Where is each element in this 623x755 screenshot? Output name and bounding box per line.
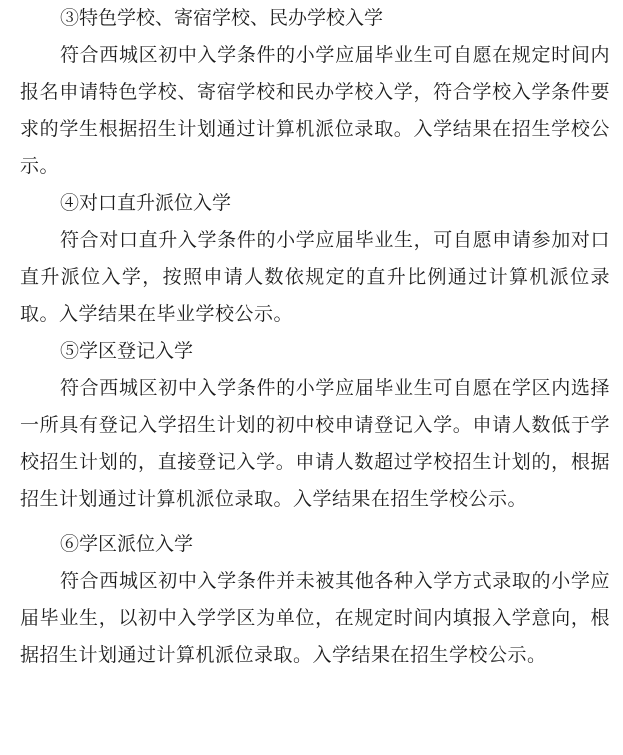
- section-special-schools: [20, 0, 610, 185]
- section-paragraph: 符合西城区初中入学条件并未被其他各种入学方式录取的小学应届毕业生，以初中入学学区为单位，在规定时间内填报入学意向，根据招生计划通过计算机派位录取。入学结果在招生学校公示。: [20, 570, 610, 666]
- section-heading: ⑥学区派位入学: [60, 533, 194, 555]
- section-paragraph: 符合西城区初中入学条件的小学应届毕业生可自愿在规定时间内报名申请特色学校、寄宿学校和民办学校入学，符合学校入学条件要求的学生根据招生计划通过计算机派位录取。入学结果在招生学校公示。: [20, 44, 610, 177]
- section-direct-promotion: [20, 185, 610, 333]
- section-heading: ⑤学区登记入学: [60, 340, 194, 362]
- section-paragraph: 符合西城区初中入学条件的小学应届毕业生可自愿在学区内选择一所具有登记入学招生计划的初中校申请登记入学。申请人数低于学校招生计划的，直接登记入学。申请人数超过学校招生计划的，根据招生计划通过计算机派位录取。入学结果在招生学校公示。: [20, 377, 610, 510]
- section-gap: [20, 518, 610, 526]
- section-heading: ④对口直升派位入学: [60, 192, 232, 214]
- section-district-registration: [20, 333, 610, 518]
- section-heading: ③特色学校、寄宿学校、民办学校入学: [60, 7, 384, 29]
- section-district-lottery: [20, 526, 610, 674]
- section-paragraph: 符合对口直升入学条件的小学应届毕业生，可自愿申请参加对口直升派位入学，按照申请人数依规定的直升比例通过计算机派位录取。入学结果在毕业学校公示。: [20, 229, 610, 325]
- document-body: [20, 0, 610, 674]
